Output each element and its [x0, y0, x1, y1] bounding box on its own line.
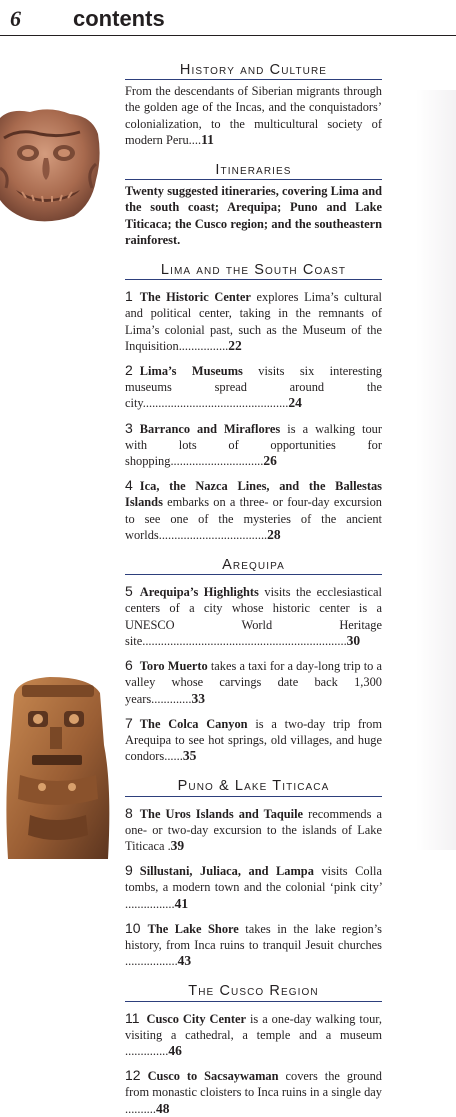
itinerary-name: The Colca Canyon — [139, 716, 248, 731]
itinerary-name: Lima’s Museums — [139, 364, 243, 379]
itinerary-number: 2 — [125, 362, 133, 379]
itinerary-description: embarks on a three- or four-day excursion to see one of the mysteries of the ancient worlds — [125, 495, 382, 542]
itinerary-entry: 3 Barranco and Miraflores is a walking tour with lots of opportunities for shopping..............................26 — [125, 419, 383, 469]
itinerary-description: explores Lima’s cultural and political center, taking in the remnants of Lima’s colonial past, such as the Museum of the Inquisition — [125, 290, 382, 353]
page-number: 6 — [10, 6, 21, 31]
section-arequipa — [125, 557, 382, 764]
itinerary-description: is a two-day trip from Arequipa to see hot springs, old villages, and huge condors — [125, 716, 382, 764]
page-ref: 30 — [346, 632, 361, 648]
itinerary-entry: 6 Toro Muerto takes a taxi for a day-long trip to a valley whose carvings date back 1,300 years.............33 — [125, 657, 383, 706]
itinerary-description: visits Colla tombs, a modern town and the colonial ‘pink city’ — [125, 864, 382, 895]
page-ref: 26 — [263, 453, 277, 469]
page-header — [0, 0, 456, 40]
itinerary-description: is a one-day walking tour, visiting a cathedral, a temple and a museum — [125, 1011, 382, 1042]
itinerary-number: 9 — [125, 862, 133, 879]
itinerary-name: Toro Muerto — [139, 659, 208, 674]
page-ref: 22 — [228, 337, 242, 353]
itinerary-name: Cusco to Sacsaywaman — [147, 1069, 279, 1084]
page-ref: 11 — [201, 131, 214, 147]
itinerary-entry: 8 The Uros Islands and Taquile recommends a one- or two-day excursion to the islands of Lake Titicaca .39 — [125, 804, 382, 853]
itinerary-entry: 4 Ica, the Nazca Lines, and the Ballestas Islands embarks on a three- or four-day excursion to see one of the mysteries of the ancient worlds...................................28 — [125, 477, 382, 542]
itinerary-description: recommends a one- or two-day excursion to the islands of Lake Titicaca — [125, 806, 382, 853]
itinerary-number: 5 — [125, 583, 133, 600]
itinerary-entry: 5 Arequipa’s Highlights visits the ecclesiastical centers of a city whose historic center is a UNESCO World Heritage site..................................................................30 — [125, 583, 382, 648]
itinerary-name: Cusco City Center — [146, 1011, 247, 1026]
itinerary-entry: 9 Sillustani, Juliaca, and Lampa visits Colla tombs, a modern town and the colonial ‘pink city’ ................41 — [125, 862, 382, 911]
section-the-cusco-region — [125, 983, 382, 1116]
section-lima-and-the-south-coast — [125, 262, 382, 543]
itinerary-number: 12 — [125, 1067, 141, 1084]
section-title: Puno & Lake Titicaca — [125, 778, 382, 796]
page-ref: 41 — [174, 895, 189, 911]
itinerary-name: Arequipa’s Highlights — [139, 585, 259, 600]
itinerary-description: covers the ground from monastic cloisters to Inca ruins in a single day — [125, 1069, 382, 1100]
itinerary-description: visits six interesting museums spread around the city — [125, 364, 382, 411]
itinerary-number: 10 — [125, 919, 141, 936]
section-title: Arequipa — [125, 557, 382, 575]
page-ref: 33 — [191, 690, 205, 706]
description-text: From the descendants of Siberian migrants through the golden age of the Incas, and the conquistadors’ colonialization, to the multicultural society of modern Peru — [125, 84, 382, 147]
itinerary-name: The Uros Islands and Taquile — [139, 806, 304, 821]
section-description: Twenty suggested itineraries, covering Lima and the south coast; Arequipa; Puno and Lake Titicaca; the Cusco region; and the southeastern rainforest. — [125, 184, 382, 247]
itinerary-entry: 12 Cusco to Sacsaywaman covers the ground from monastic cloisters to Inca ruins in a single day ..........48 — [125, 1067, 382, 1116]
page-ref: 46 — [168, 1042, 182, 1058]
itinerary-number: 1 — [125, 288, 133, 305]
header-rule — [0, 35, 456, 36]
section-title: Lima and the South Coast — [125, 262, 382, 280]
section-puno-and-lake-titicaca — [125, 778, 382, 969]
itinerary-entry: 2 Lima’s Museums visits six interesting museums spread around the city...............................................24 — [125, 362, 382, 411]
page-ref: 28 — [267, 526, 281, 542]
itinerary-number: 11 — [125, 1009, 140, 1026]
itinerary-entry: 11 Cusco City Center is a one-day walking tour, visiting a cathedral, a temple and a museum ..............46 — [125, 1009, 382, 1058]
carved-stone-face-sculpture — [0, 108, 102, 223]
itinerary-name: Barranco and Miraflores — [139, 421, 281, 436]
itinerary-description: takes in the lake region’s history, from Inca ruins to tranquil Jesuit churches — [125, 921, 382, 952]
section-title: The Cusco Region — [125, 983, 382, 1001]
section-title: Itineraries — [125, 162, 382, 180]
itinerary-name: Ica, the Nazca Lines, and the Ballestas Islands — [125, 479, 382, 510]
contents-column — [125, 62, 382, 1117]
page-ref: 48 — [155, 1100, 170, 1116]
page-title: contents — [73, 6, 165, 31]
section-itineraries — [125, 162, 382, 248]
itinerary-entry: 7 The Colca Canyon is a two-day trip from Arequipa to see hot springs, old villages, and huge condors......35 — [125, 714, 382, 764]
tiwanaku-stone-monolith-figure — [0, 675, 118, 859]
page-ref: 24 — [288, 395, 302, 411]
itinerary-number: 3 — [125, 419, 133, 436]
itinerary-entry: 10 The Lake Shore takes in the lake region’s history, from Inca ruins to tranquil Jesuit churches .................43 — [125, 919, 382, 969]
itinerary-description: takes a taxi for a day-long trip to a valley whose carvings date back 1,300 years — [125, 659, 383, 706]
itinerary-description: is a walking tour with lots of opportunities for shopping — [125, 421, 383, 469]
itinerary-description: visits the ecclesiastical centers of a city whose historic center is a UNESCO World Heritage site — [125, 585, 382, 648]
itinerary-name: The Lake Shore — [147, 921, 239, 936]
itinerary-name: The Historic Center — [139, 290, 251, 305]
itinerary-number: 7 — [125, 714, 133, 731]
page-ref: 39 — [170, 837, 185, 853]
section-title: History and Culture — [125, 62, 382, 80]
itinerary-number: 8 — [125, 804, 133, 821]
section-description: From the descendants of Siberian migrants through the golden age of the Incas, and the conquistadors’ colonialization, to the multicultural society of modern Peru....11 — [125, 84, 382, 147]
background-watermark — [416, 90, 456, 850]
itinerary-number: 4 — [125, 477, 133, 494]
itinerary-number: 6 — [125, 657, 133, 674]
page-ref: 43 — [177, 953, 192, 969]
section-history-and-culture — [125, 62, 382, 148]
page-ref: 35 — [182, 748, 197, 764]
itinerary-entry: 1 The Historic Center explores Lima’s cultural and political center, taking in the remnants of Lima’s colonial past, such as the Museum of the Inquisition................22 — [125, 288, 382, 353]
itinerary-name: Sillustani, Juliaca, and Lampa — [139, 864, 314, 879]
